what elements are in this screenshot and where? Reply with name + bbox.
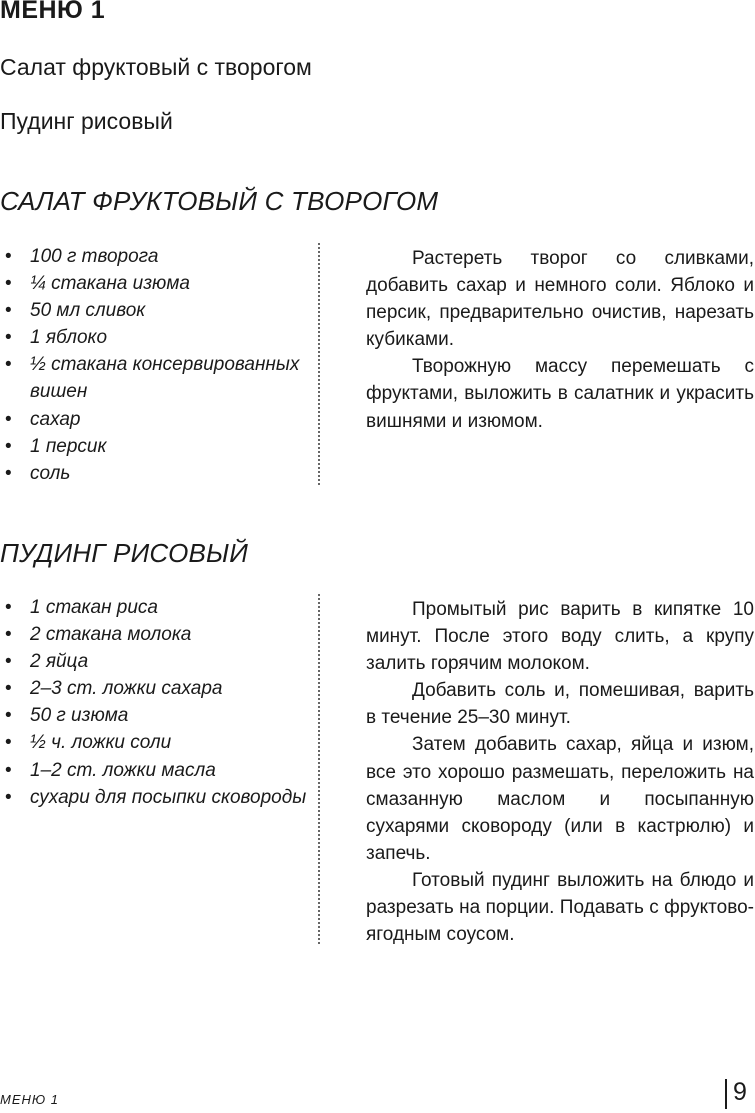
recipe-title-salad: САЛАТ ФРУКТОВЫЙ С ТВОРОГОМ bbox=[0, 186, 439, 216]
ingredient-list-pudding bbox=[0, 594, 320, 944]
method-paragraph: Добавить соль и, помешивая, варить в течение 25–30 минут. bbox=[366, 680, 754, 729]
bullet-icon: • bbox=[5, 354, 12, 376]
ingredient-item: • 1–2 ст. ложки масла bbox=[0, 757, 318, 784]
bullet-icon: • bbox=[5, 408, 12, 430]
bullet-icon: • bbox=[5, 651, 12, 673]
method-text-salad bbox=[366, 245, 754, 435]
menu-heading: МЕНЮ 1 bbox=[0, 0, 106, 24]
bullet-icon: • bbox=[5, 678, 12, 700]
ingredient-item: • 50 мл сливок bbox=[0, 297, 318, 324]
method-paragraph: Растереть творог со сливками, добавить сахар и немного соли. Яблоко и персик, предварительно очистив, нарезать кубиками. bbox=[366, 248, 754, 351]
ingredient-item: • 1 стакан риса bbox=[0, 594, 318, 621]
bullet-icon: • bbox=[5, 786, 12, 808]
ingredient-item: • сухари для посыпки сковороды bbox=[0, 784, 318, 811]
bullet-icon: • bbox=[5, 462, 12, 484]
bullet-icon: • bbox=[5, 273, 12, 295]
ingredient-item: • 1 персик bbox=[0, 433, 318, 460]
bullet-icon: • bbox=[5, 597, 12, 618]
method-paragraph: Затем добавить сахар, яйца и изюм, все это хорошо размешать, переложить на смазанную маслом и посыпанную сухарями сковороду (или в кастрюлю) и запечь. bbox=[366, 734, 754, 864]
ingredient-item: • 1 яблоко bbox=[0, 324, 318, 351]
ingredient-item: • ¼ стакана изюма bbox=[0, 270, 318, 297]
method-text-pudding bbox=[366, 596, 754, 948]
bullet-icon: • bbox=[5, 759, 12, 781]
ingredient-item: • ½ стакана консервированных вишен bbox=[0, 351, 318, 405]
ingredient-item: • 2 яйца bbox=[0, 648, 318, 675]
page-number: 9 bbox=[733, 1078, 747, 1106]
method-paragraph: Готовый пудинг выложить на блюдо и разрезать на порции. Подавать с фруктово-ягодным соусом. bbox=[366, 869, 754, 946]
ingredient-item: • 50 г изюма bbox=[0, 702, 318, 729]
footer-section-label: МЕНЮ 1 bbox=[0, 1092, 60, 1107]
method-paragraph: Творожную массу перемешать с фруктами, выложить в салатник и украсить вишнями и изюмом. bbox=[366, 356, 754, 432]
recipe-title-pudding: ПУДИНГ РИСОВЫЙ bbox=[0, 538, 249, 568]
method-paragraph: Промытый рис варить в кипятке 10 минут. После этого воду слить, а крупу залить горячим молоком. bbox=[366, 599, 754, 675]
bullet-icon: • bbox=[5, 435, 12, 457]
bullet-icon: • bbox=[5, 732, 12, 754]
ingredient-item: • сахар bbox=[0, 406, 318, 433]
ingredient-list-salad bbox=[0, 243, 320, 485]
bullet-icon: • bbox=[5, 246, 12, 267]
menu-item-salad: Салат фруктовый с творогом bbox=[0, 54, 312, 80]
ingredient-item: • ½ ч. ложки соли bbox=[0, 729, 318, 756]
bullet-icon: • bbox=[5, 327, 12, 349]
bullet-icon: • bbox=[5, 705, 12, 727]
menu-item-pudding: Пудинг рисовый bbox=[0, 108, 173, 134]
footer-separator bbox=[725, 1079, 727, 1109]
ingredient-item: • 2 стакана молока bbox=[0, 621, 318, 648]
bullet-icon: • bbox=[5, 624, 12, 646]
ingredient-item: • 2–3 ст. ложки сахара bbox=[0, 675, 318, 702]
ingredient-item: • 100 г творога bbox=[0, 243, 318, 270]
ingredient-item: • соль bbox=[0, 460, 318, 487]
bullet-icon: • bbox=[5, 300, 12, 322]
